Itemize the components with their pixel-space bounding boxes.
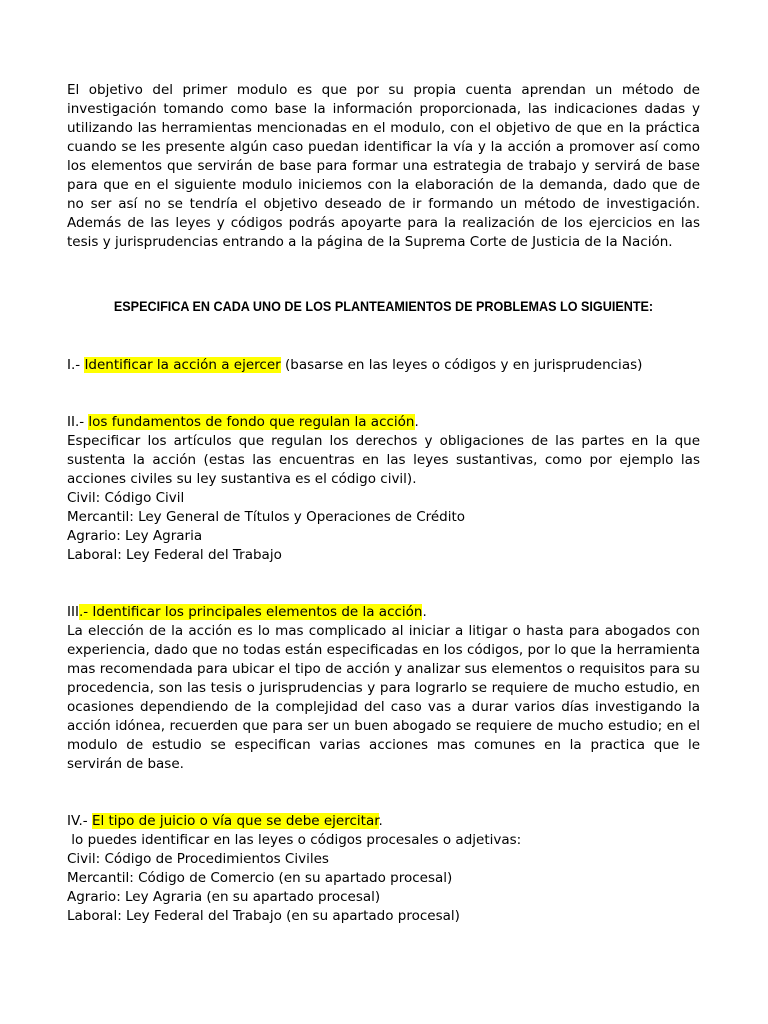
section-2 xyxy=(67,413,700,565)
section-2-line-laboral: Laboral: Ley Federal del Trabajo xyxy=(67,547,282,563)
section-2-highlight: los fundamentos de fondo que regulan la acción xyxy=(88,414,415,430)
section-2-line-agrario: Agrario: Ley Agraria xyxy=(67,528,203,544)
document-page xyxy=(67,81,700,926)
section-4-line-civil: Civil: Código de Procedimientos Civiles xyxy=(67,851,329,867)
section-heading: ESPECIFICA EN CADA UNO DE LOS PLANTEAMIENTOS DE PROBLEMAS LO SIGUIENTE: xyxy=(113,298,654,314)
section-2-line-civil: Civil: Código Civil xyxy=(67,490,185,506)
section-4-prefix: IV.- xyxy=(67,813,92,829)
section-3-highlight: .- Identificar los principales elementos de la acción xyxy=(78,604,423,620)
section-1 xyxy=(67,356,700,375)
section-4-suffix: . xyxy=(378,813,383,829)
section-4 xyxy=(67,812,700,926)
section-2-body: Especificar los artículos que regulan los derechos y obligaciones de las partes en la que sustenta la acción (estas las encuentras en las leyes sustantivas, como por ejemplo las acciones civiles su ley sustantiva es el código civil). xyxy=(67,433,700,487)
section-4-highlight: El tipo de juicio o vía que se debe ejercitar xyxy=(91,813,379,829)
section-2-prefix: II.- xyxy=(67,414,89,430)
section-3-suffix: . xyxy=(422,604,427,620)
section-4-line-intro: lo puedes identificar en las leyes o códigos procesales o adjetivas: xyxy=(67,832,522,848)
section-3-body: La elección de la acción es lo mas complicado al iniciar a litigar o hasta para abogados con experiencia, dado que no todas están especificadas en los códigos, por lo que la herramienta mas recomendada para ubicar el tipo de acción y analizar sus elementos o requisitos para su procedencia, son las tesis o jurisprudencias y para lograrlo se requiere de mucho estudio, en ocasiones dependiendo de la complejidad del caso vas a durar varios días investigando la acción idónea, recuerden que para ser un buen abogado se requiere de mucho estudio; en el modulo de estudio se especifican varias acciones mas comunes en la practica que le servirán de base. xyxy=(67,623,700,772)
section-3-prefix: III xyxy=(67,604,79,620)
section-3 xyxy=(67,603,700,774)
section-2-line-mercantil: Mercantil: Ley General de Títulos y Operaciones de Crédito xyxy=(67,509,466,525)
section-4-line-laboral: Laboral: Ley Federal del Trabajo (en su apartado procesal) xyxy=(67,908,460,924)
section-4-line-mercantil: Mercantil: Código de Comercio (en su apartado procesal) xyxy=(67,870,453,886)
section-1-highlight: Identificar la acción a ejercer xyxy=(84,357,281,373)
section-2-suffix: . xyxy=(414,414,419,430)
section-1-suffix: (basarse en las leyes o códigos y en jurisprudencias) xyxy=(280,357,643,373)
intro-paragraph: El objetivo del primer modulo es que por su propia cuenta aprendan un método de investigación tomando como base la información proporcionada, las indicaciones dadas y utilizando las herramientas mencionadas en el modulo, con el objetivo de que en la práctica cuando se les presente algún caso puedan identificar la vía y la acción a promover así como los elementos que servirán de base para formar una estrategia de trabajo y servirá de base para que en el siguiente modulo iniciemos con la elaboración de la demanda, dado que de no ser así no se tendría el objetivo deseado de ir formando un método de investigación. Además de las leyes y códigos podrás apoyarte para la realización de los ejercicios en las tesis y jurisprudencias entrando a la página de la Suprema Corte de Justicia de la Nación. xyxy=(67,82,700,250)
section-4-line-agrario: Agrario: Ley Agraria (en su apartado procesal) xyxy=(67,889,381,905)
section-1-prefix: I.- xyxy=(67,357,85,373)
